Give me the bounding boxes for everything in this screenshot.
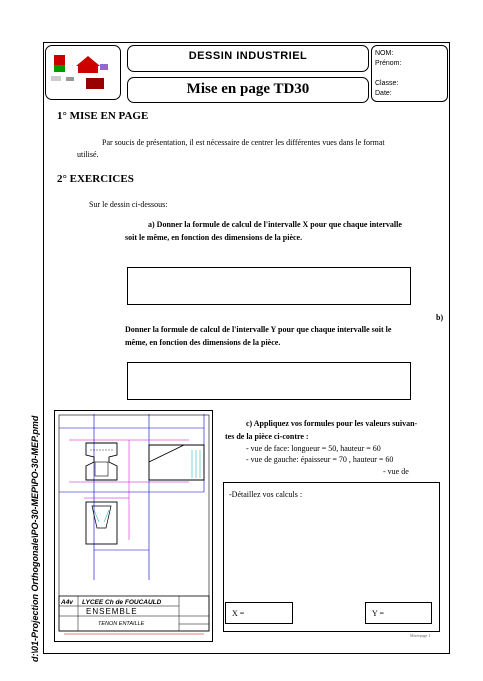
section1-heading: 1° MISE EN PAGE bbox=[57, 110, 149, 122]
subtitle-box bbox=[127, 77, 369, 103]
date-field: Date: bbox=[375, 90, 392, 97]
section2-heading: 2° EXERCICES bbox=[57, 173, 134, 185]
drawing-format: A4v bbox=[61, 599, 73, 606]
answer-box-b[interactable] bbox=[127, 362, 411, 400]
footer-note: Miseepage 1 bbox=[410, 633, 431, 638]
drawing-part: TENON ENTAILLE bbox=[98, 621, 145, 627]
answer-box-a[interactable] bbox=[127, 267, 411, 305]
top-view-values: - vue de bbox=[383, 467, 409, 476]
page-subtitle: Mise en page TD30 bbox=[186, 81, 310, 97]
calc-label: -Détaillez vos calculs : bbox=[229, 490, 303, 499]
question-a-line1: a) Donner la formule de calcul de l'intervalle X pour que chaque intervalle bbox=[148, 220, 402, 229]
section1-text-line2: utilisé. bbox=[77, 150, 99, 159]
title-box bbox=[127, 45, 369, 72]
left-view-values: - vue de gauche: épaisseur = 70 , hauteur = 60 bbox=[246, 455, 394, 464]
exercise-intro: Sur le dessin ci-dessous: bbox=[89, 200, 168, 209]
face-view-values: - vue de face: longueur = 50, hauteur = 60 bbox=[246, 444, 381, 453]
classe-field: Classe: bbox=[375, 80, 399, 87]
question-b-line1: Donner la formule de calcul de l'intervalle Y pour que chaque intervalle soit le bbox=[125, 325, 392, 334]
x-label: X = bbox=[232, 609, 245, 618]
question-b-line2: même, en fonction des dimensions de la pièce. bbox=[125, 338, 281, 347]
file-path: d:\01-Projection Orthogonale\PO-30-MEP\PO-30-MEP.pmd bbox=[30, 415, 40, 662]
question-c-line2: tes de la pièce ci-contre : bbox=[225, 432, 309, 441]
nom-field: NOM: bbox=[375, 50, 394, 57]
y-answer-box[interactable] bbox=[365, 602, 432, 624]
technical-drawing bbox=[54, 410, 213, 642]
logo-box bbox=[45, 45, 121, 100]
section1-text-line1: Par soucis de présentation, il est nécessaire de centrer les différentes vues dans le format bbox=[102, 138, 385, 147]
question-a-line2: soit le même, en fonction des dimensions de la pièce. bbox=[125, 233, 303, 242]
school-logo bbox=[46, 46, 122, 101]
student-info-box bbox=[371, 45, 448, 102]
drawing-assembly: ENSEMBLE bbox=[86, 607, 138, 616]
x-answer-box[interactable] bbox=[225, 602, 293, 624]
question-c-line1: c) Appliquez vos formules pour les valeurs suivan- bbox=[246, 419, 418, 428]
prenom-field: Prénom: bbox=[375, 60, 402, 67]
question-b-marker: b) bbox=[436, 313, 444, 322]
drawing-school: LYCEE Ch de FOUCAULD bbox=[82, 599, 162, 606]
page-title: DESSIN INDUSTRIEL bbox=[188, 50, 308, 62]
y-label: Y = bbox=[372, 609, 384, 618]
